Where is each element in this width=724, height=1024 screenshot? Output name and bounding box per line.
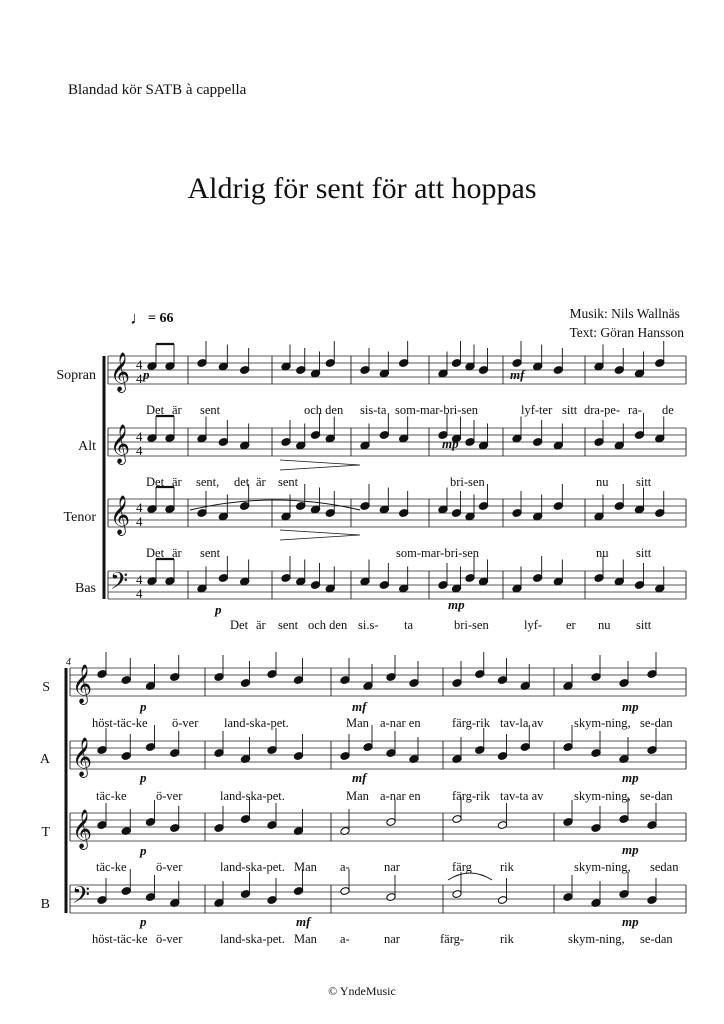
time-sig-top: 4 bbox=[136, 357, 143, 372]
treble-clef-icon: 𝄞 bbox=[110, 354, 131, 391]
bass-clef-icon: 𝄢 bbox=[110, 569, 129, 600]
time-sig-bottom: 4 bbox=[136, 443, 143, 458]
voice-label-a: A bbox=[39, 752, 50, 767]
dynamic-mp: mp bbox=[622, 699, 639, 714]
voice-label-bass: Bas bbox=[75, 581, 96, 596]
time-sig-top: 4 bbox=[136, 500, 143, 515]
time-sig-bottom: 4 bbox=[136, 586, 143, 601]
treble-clef-icon: 𝄞 bbox=[110, 426, 131, 463]
dynamic-mp: mp bbox=[622, 770, 639, 785]
voice-label-tenor: Tenor bbox=[63, 510, 96, 525]
copyright: © YndeMusic bbox=[328, 984, 396, 998]
voice-label-t: T bbox=[41, 825, 50, 840]
dynamic-p: p bbox=[143, 367, 150, 382]
hairpin bbox=[280, 460, 360, 470]
dynamic-mp: mp bbox=[622, 842, 639, 857]
time-sig-top: 4 bbox=[136, 572, 143, 587]
dynamic-mf: mf bbox=[296, 914, 311, 929]
treble-clef-icon: 𝄞 bbox=[72, 739, 93, 776]
treble-clef-icon: 𝄞 bbox=[110, 497, 131, 534]
subtitle: Blandad kör SATB à cappella bbox=[68, 82, 247, 98]
composer-credit: Musik: Nils Wallnäs bbox=[569, 306, 680, 321]
dynamic-p: p bbox=[140, 914, 147, 929]
dynamic-mf: mf bbox=[352, 699, 367, 714]
voice-label-b: B bbox=[40, 897, 50, 912]
time-sig-bottom: 4 bbox=[136, 371, 143, 386]
hairpin bbox=[280, 530, 360, 540]
bass-clef-icon: 𝄢 bbox=[72, 883, 91, 914]
voice-label-alto: Alt bbox=[78, 439, 96, 454]
dynamic-mf: mf bbox=[510, 367, 525, 382]
slur bbox=[448, 873, 492, 880]
dynamic-p: p bbox=[140, 770, 147, 785]
voice-label-s: S bbox=[42, 680, 50, 695]
dynamic-p: p bbox=[215, 602, 222, 617]
lyricist-credit: Text: Göran Hansson bbox=[569, 325, 684, 340]
measure-number: 4 bbox=[66, 657, 71, 668]
voice-label-soprano: Sopran bbox=[56, 368, 96, 383]
score-title: Aldrig för sent för att hoppas bbox=[187, 172, 537, 205]
quarter-note-icon: ♩ bbox=[130, 308, 148, 328]
dynamic-p: p bbox=[140, 699, 147, 714]
dynamic-mp: mp bbox=[622, 914, 639, 929]
dynamic-mp: mp bbox=[448, 597, 465, 612]
dynamic-mf: mf bbox=[352, 770, 367, 785]
treble-clef-icon: 𝄞 bbox=[72, 811, 93, 848]
dynamic-p: p bbox=[140, 843, 147, 858]
time-sig-bottom: 4 bbox=[136, 514, 143, 529]
tempo-value: = 66 bbox=[148, 311, 174, 326]
time-sig-top: 4 bbox=[136, 429, 143, 444]
treble-clef-icon: 𝄞 bbox=[72, 666, 93, 703]
dynamic-mp: mp bbox=[442, 436, 459, 451]
